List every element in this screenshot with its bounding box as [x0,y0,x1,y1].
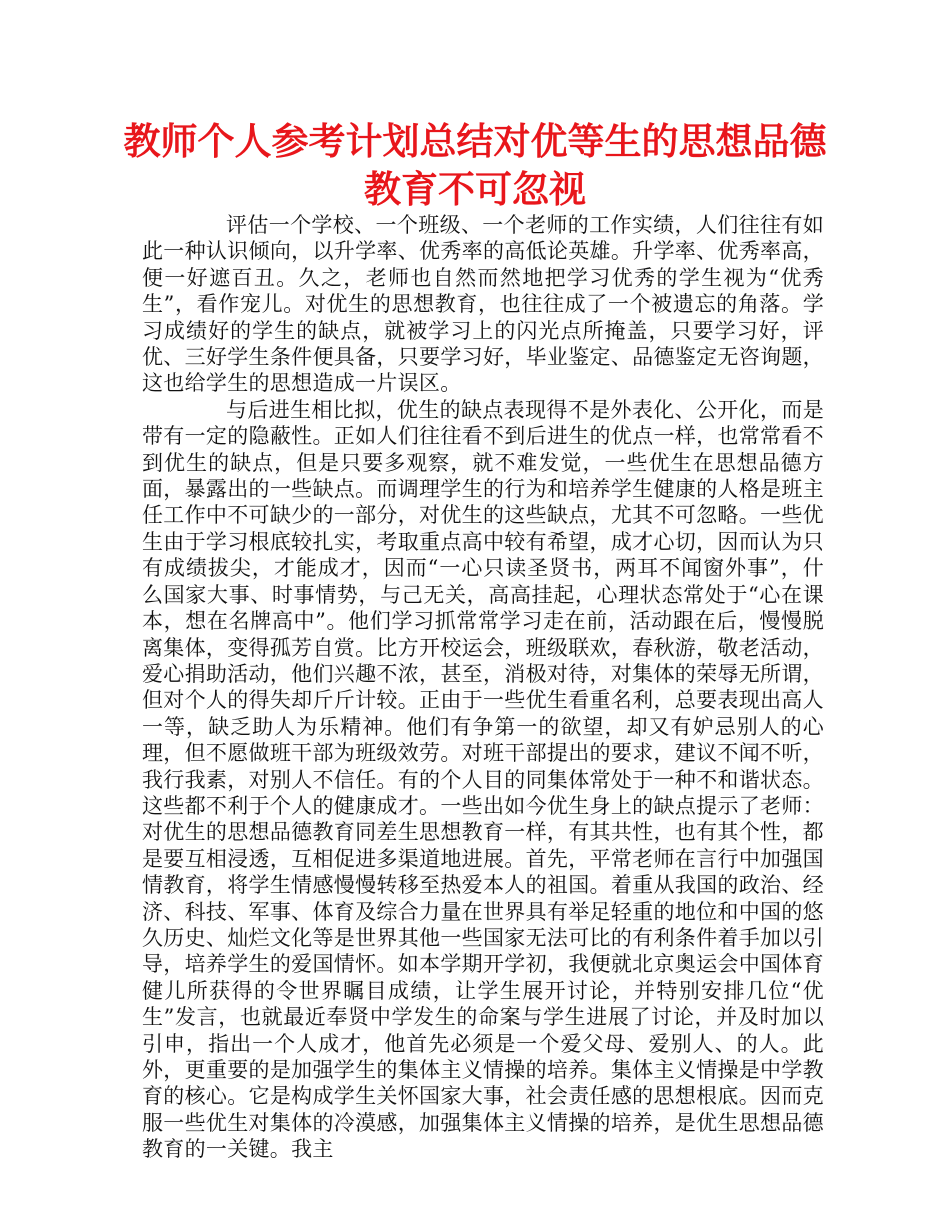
document-title: 教师个人参考计划总结对优等生的思想品德教育不可忽视 [123,120,827,211]
paragraph-1: 评估一个学校、一个班级、一个老师的工作实绩，人们往往有如此一种认识倾向，以升学率、优秀率的高低论英雄。升学率、优秀率高，便一好遮百丑。久之，老师也自然而然地把学习优秀的学生视为“优秀生”，看作宠儿。对优生的思想教育，也往往成了一个被遗忘的角落。学习成绩好的学生的缺点，就被学习上的闪光点所掩盖，只要学习好，评优、三好学生条件便具备，只要学习好，毕业鉴定、品德鉴定无咨询题，这也给学生的思想造成一片误区。 [142,213,824,396]
paragraph-2: 与后进生相比拟，优生的缺点表现得不是外表化、公开化，而是带有一定的隐蔽性。正如人们往往看不到后进生的优点一样，也常常看不到优生的缺点，但是只要多观察，就不难发觉，一些优生在思想品德方面，暴露出的一些缺点。而调理学生的行为和培养学生健康的人格是班主任工作中不可缺少的一部分，对优生的这些缺点，尤其不可忽略。一些优生由于学习根底较扎实，考取重点高中较有希望，成才心切，因而认为只有成绩拔尖，才能成才，因而“一心只读圣贤书，两耳不闻窗外事”，什么国家大事、时事情势，与己无关，高高挂起，心理状态常处于“心在课本，想在名牌高中”。他们学习抓常常学习走在前，活动跟在后，慢慢脱离集体，变得孤芳自赏。比方开校运会，班级联欢，春秋游，敬老活动，爱心捐助活动，他们兴趣不浓，甚至，消极对待，对集体的荣辱无所谓，但对个人的得失却斤斤计较。正由于一些优生看重名利，总要表现出高人一等，缺乏助人为乐精神。他们有争第一的欲望，却又有妒忌别人的心理，但不愿做班干部为班级效劳。对班干部提出的要求，建议不闻不听，我行我素，对别人不信任。有的个人目的同集体常处于一种不和谐状态。这些都不利于个人的健康成才。一些出如今优生身上的缺点提示了老师：对优生的思想品德教育同差生思想教育一样，有其共性，也有其个性，都是要互相浸透，互相促进多渠道地进展。首先，平常老师在言行中加强国情教育，将学生情感慢慢转移至热爱本人的祖国。着重从我国的政治、经济、科技、军事、体育及综合力量在世界具有举足轻重的地位和中国的悠久历史、灿烂文化等是世界其他一些国家无法可比的有利条件着手加以引导，培养学生的爱国情怀。如本学期开学初，我便就北京奥运会中国体育健儿所获得的令世界瞩目成绩，让学生展开讨论，并特别安排几位“优生”发言，也就最近奉贤中学发生的命案与学生进展了讨论，并及时加以引申，指出一个人成才，他首先必须是一个爱父母、爱别人、的人。此外，更重要的是加强学生的集体主义情操的培养。集体主义情操是中学教育的核心。它是构成学生关怀国家大事，社会责任感的思想根底。因而克服一些优生对集体的冷漠感，加强集体主义情操的培养，是优生思想品德教育的一关键。我主 [142,397,824,1162]
document-body [142,212,824,1163]
